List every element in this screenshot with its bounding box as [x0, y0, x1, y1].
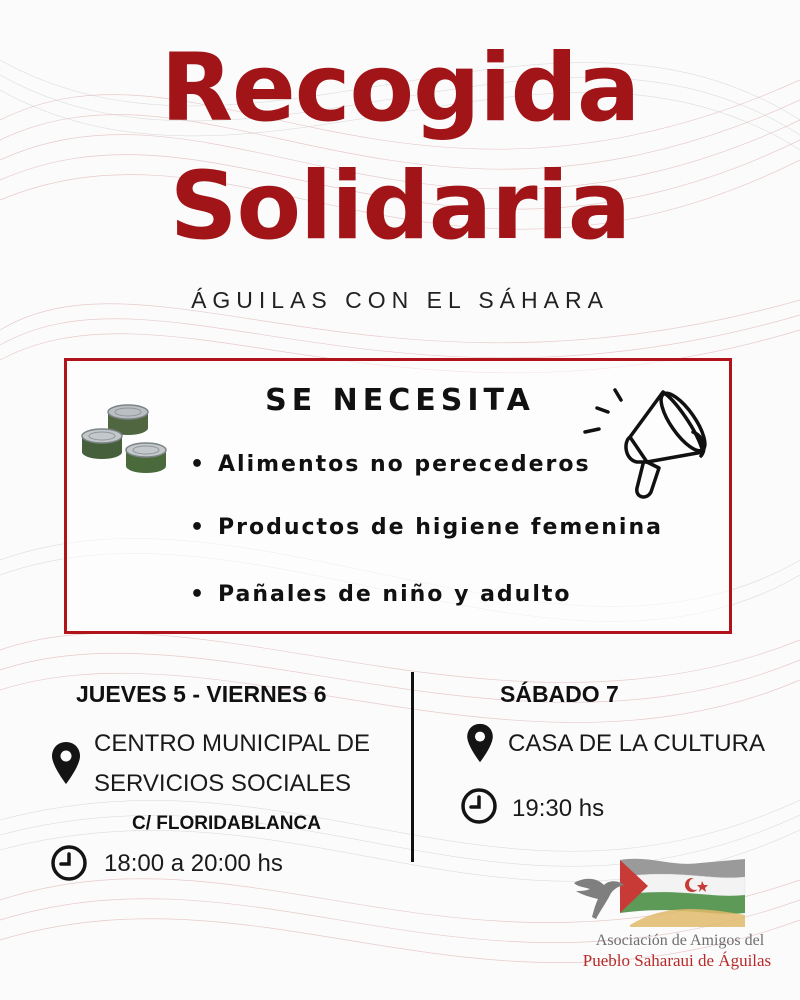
location-pin-icon — [465, 722, 495, 764]
needs-heading: SE NECESITA — [265, 383, 535, 418]
clock-icon — [460, 787, 498, 825]
title-line-2: Solidaria — [169, 152, 631, 261]
location-pin-icon — [50, 740, 82, 786]
subtitle: ÁGUILAS CON EL SÁHARA — [191, 287, 609, 313]
right-days-heading: SÁBADO 7 — [500, 681, 619, 707]
need-item-label: Alimentos no perecederos — [218, 452, 591, 477]
title-line-1: Recogida — [160, 34, 640, 143]
right-place: CASA DE LA CULTURA — [508, 730, 765, 757]
need-item-label: Productos de higiene femenina — [218, 515, 663, 540]
need-item-label: Pañales de niño y adulto — [218, 582, 572, 607]
organization-line-2: Pueblo Saharaui de Águilas — [582, 951, 772, 970]
organization-line-1: Asociación de Amigos del — [595, 932, 765, 949]
need-item — [190, 452, 591, 477]
bullet: • — [190, 452, 207, 477]
left-days-heading: JUEVES 5 - VIERNES 6 — [76, 681, 327, 707]
left-place-line-1: CENTRO MUNICIPAL DE — [94, 730, 371, 757]
association-logo — [570, 855, 760, 935]
bullet: • — [190, 515, 207, 540]
left-time: 18:00 a 20:00 hs — [104, 850, 283, 877]
left-street: C/ FLORIDABLANCA — [132, 813, 321, 834]
need-item — [190, 582, 572, 607]
canned-food-icon — [78, 400, 173, 480]
column-divider — [411, 672, 414, 862]
right-time: 19:30 hs — [512, 795, 605, 822]
need-item — [190, 515, 663, 540]
bullet: • — [190, 582, 207, 607]
left-place-line-2: SERVICIOS SOCIALES — [94, 770, 351, 797]
clock-icon — [50, 844, 88, 882]
